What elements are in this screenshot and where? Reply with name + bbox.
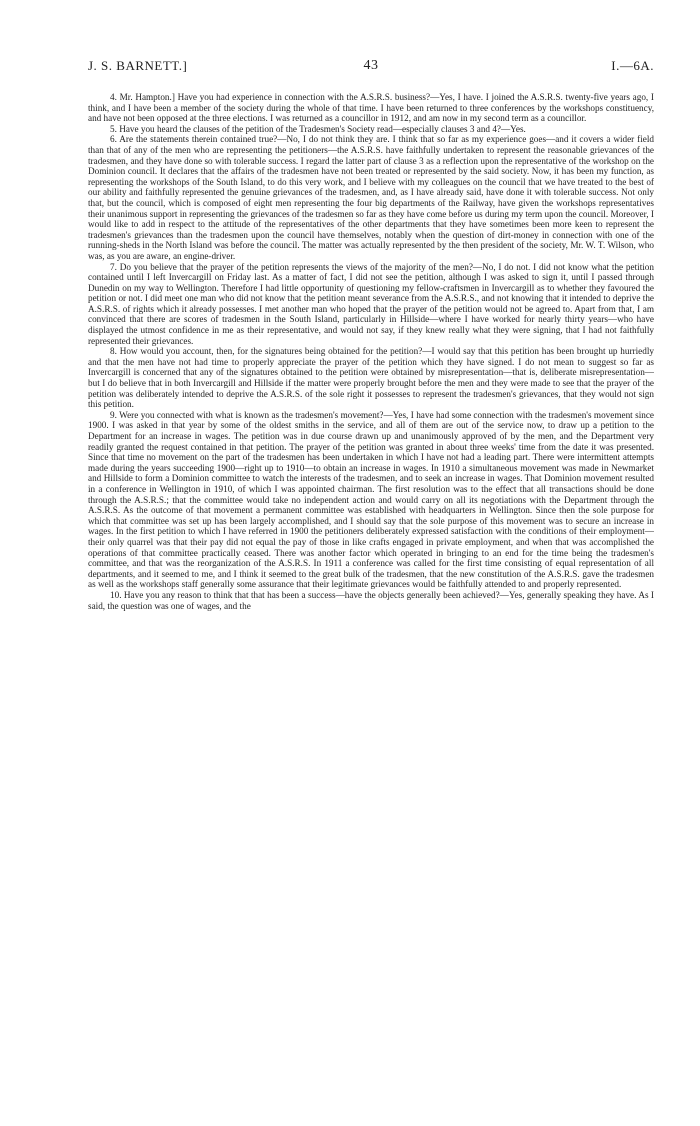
paragraph-q8: 8. How would you account, then, for the signatures being obtained for the petition?—I would say that this petition has been brought up hurriedly and that the men have not had time to properly appreciate the prayer of the petition which they have signed. I do not mean to suggest so far as Invercargill is concerned that any of the signatures obtained to the petition were obtained by misrepresentation—that is, deliberate misrepresentation—but I do believe that in both Invercargill and Hillside if the matter were properly brought before the men and they were made to see that the prayer of the petition was deliberately intended to deprive the A.S.R.S. of the sole right it possesses to represent the tradesmen's grievances, that they would not sign this petition. xyxy=(88,346,654,410)
paragraph-q5: 5. Have you heard the clauses of the petition of the Tradesmen's Society read—especially clauses 3 and 4?—Yes. xyxy=(110,123,526,134)
page-header xyxy=(88,58,654,78)
page-number: 43 xyxy=(363,58,379,73)
header-witness-name: J. S. BARNETT.] xyxy=(88,58,188,73)
paragraph-q10: 10. Have you any reason to think that that has been a success—have the objects generally been achieved?—Yes, generally speaking they have. As I said, the question was one of wages, and the xyxy=(88,589,654,611)
paragraph-q7: 7. Do you believe that the prayer of the petition represents the views of the majority of the men?—No, I do not. I did not know what the petition contained until I left Invercargill on Friday last. As a matter of fact, I did not see the petition, although I was asked to sign it, until I passed through Dunedin on my way to Wellington. Therefore I had little opportunity of questioning my fellow-craftsmen in Invercargill as to whether they favoured the petition or not. I did meet one man who did not know that the petition meant severance from the A.S.R.S., and not knowing that it intended to deprive the A.S.R.S. of rights which it already possesses. I met another man who hoped that the prayer of the petition would not be agreed to. Apart from that, I am convinced that there are scores of tradesmen in the South Island, particularly in Hillside—where I have worked for nearly thirty years—who have displayed the utmost confidence in me as their representative, and would not say, if they knew really what they were signing, that I had not faithfully represented their grievances. xyxy=(88,261,654,346)
paragraph-q6: 6. Are the statements therein contained true?—No, I do not think they are. I think that so far as my experience goes—and it covers a wider field than that of any of the men who are representing the petitioners—the A.S.R.S. have faithfully undertaken to represent the reasonable grievances of the tradesmen, and they have done so with tolerable success. I regard the latter part of clause 3 as a reflection upon the representative of the workshop on the Dominion council. It declares that the affairs of the tradesmen have not been treated or represented by the said society. Now, it has been my function, as representing the workshops of the South Island, to do this very work, and I believe with my colleagues on the council that we have treated to the best of our ability and faithfully represented the genuine grievances of the tradesmen, and, as I have already said, have done it with tolerable success. Not only that, but the council, which is composed of eight men representing the four big departments of the Railway, have given the workshops representatives their unanimous support in representing the grievances of the tradesmen so far as they have come before us during my term upon the council. Moreover, I would like to add in respect to the attitude of the representatives of the other departments that they have sometimes been more keen to represent the tradesmen's grievances than the tradesmen upon the council have themselves, notably when the question of dirt-money in connection with one of the running-sheds in the North Island was before the council. The matter was actually represented by the then president of the society, Mr. W. T. Wilson, who was, as you are aware, an engine-driver. xyxy=(88,134,654,261)
body-text xyxy=(88,92,654,611)
paragraph-q4: 4. Mr. Hampton.] Have you had experience in connection with the A.S.R.S. business?—Yes, I have. I joined the A.S.R.S. twenty-five years ago, I think, and I have been a member of the society during the whole of that time. I have been returned to three conferences by the workshops constituency, and have not been opposed at the three elections. I was returned as a councillor in 1912, and am now in my second term as a councillor. xyxy=(88,92,654,124)
paragraph-q9: 9. Were you connected with what is known as the tradesmen's movement?—Yes, I have had some connection with the tradesmen's movement since 1900. I was asked in that year by some of the oldest smiths in the service, and all of them are out of the service now, to draw up a petition to the Department for an increase in wages. The petition was in due course drawn up and unanimously approved of by the men, and the Department very readily granted the request contained in that petition. The prayer of the petition was granted in about three weeks' time from the date it was presented. Since that time no movement on the part of the tradesmen has been undertaken in which I have not had a leading part. There were intermittent attempts made during the years succeeding 1900—right up to 1910—to obtain an increase in wages. In 1910 a simultaneous movement was made in Newmarket and Hillside to form a Dominion committee to watch the interests of the tradesmen, and to seek an increase in wages. That Dominion movement resulted in a conference in Wellington in 1910, of which I was appointed chairman. The first resolution was to the effect that all transactions should be done through the A.S.R.S.; that the committee would take no independent action and would carry on all its negotiations with the Department through the A.S.R.S. As the outcome of that movement a permanent committee was established with headquarters in Wellington. Since then the sole purpose for which that committee was set up has been largely accomplished, and I should say that the sole purpose of this movement was to secure an increase in wages. In the first petition to which I have referred in 1900 the petitioners deliberately expressed satisfaction with the conditions of their employment—their only quarrel was that their pay did not equal the pay of those in like crafts engaged in private employment, and when that was accomplished the operations of that committee practically ceased. There was another factor which operated in bringing to an end for the time being the tradesmen's committee, and that was the reorganization of the A.S.R.S. In 1911 a conference was called for the first time consisting of equal representation of all departments, and it seemed to me, and I think it seemed to the great bulk of the tradesmen, that the new constitution of the A.S.R.S. gave the tradesmen as well as the workshops staff generally some assurance that their legitimate grievances would be faithfully attended to and properly represented. xyxy=(88,409,654,590)
document-reference: I.—6A. xyxy=(611,58,654,73)
